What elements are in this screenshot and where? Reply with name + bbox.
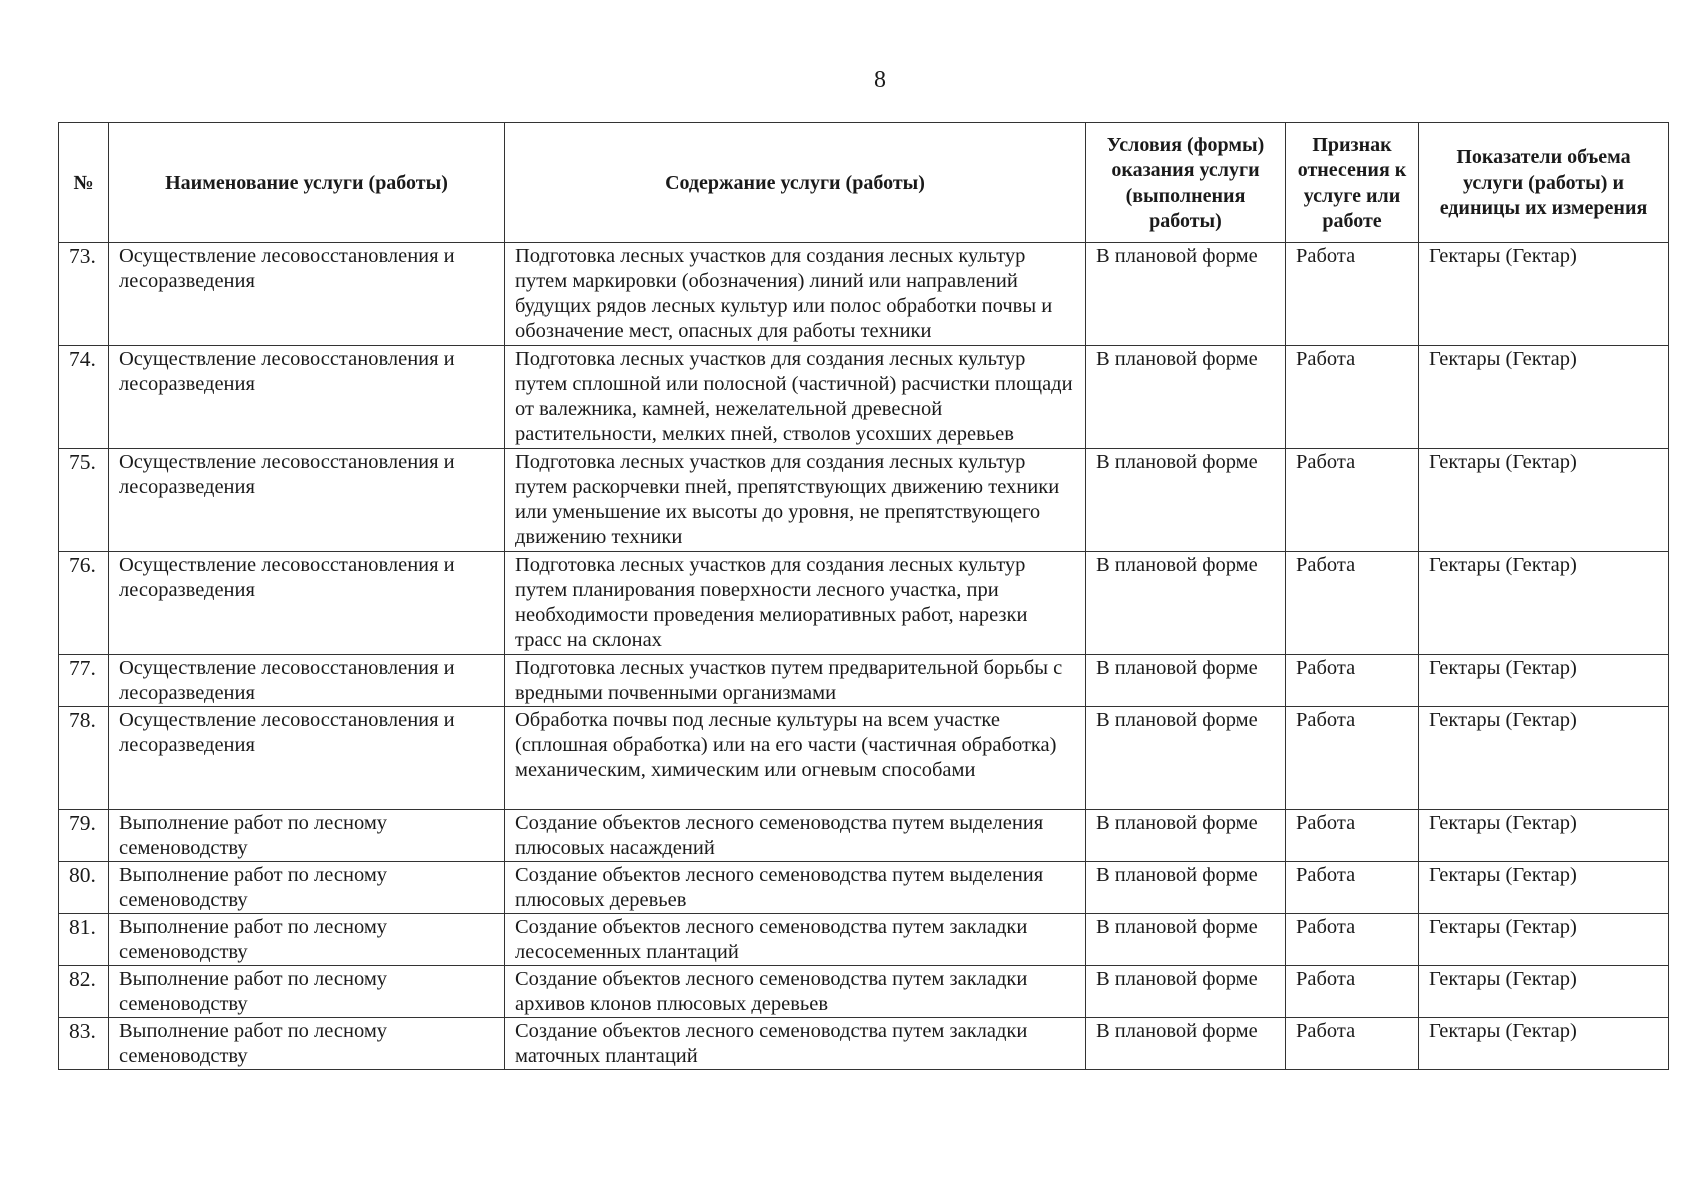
service-content: Создание объектов лесного семеноводства путем выделения плюсовых насаждений: [505, 810, 1086, 862]
service-indicators: Гектары (Гектар): [1419, 346, 1669, 449]
table-row: [59, 243, 1669, 346]
service-name: Осуществление лесовосстановления и лесоразведения: [109, 552, 505, 655]
service-content: Создание объектов лесного семеноводства путем закладки архивов клонов плюсовых деревьев: [505, 966, 1086, 1018]
service-sign: Работа: [1286, 552, 1419, 655]
service-content: Создание объектов лесного семеноводства путем закладки лесосеменных плантаций: [505, 914, 1086, 966]
service-content: Подготовка лесных участков для создания лесных культур путем сплошной или полосной (частичной) расчистки площади от валежника, камней, нежелательной древесной растительности, мелких пней, стволов усохших деревьев: [505, 346, 1086, 449]
header-conditions: Условия (формы) оказания услуги (выполнения работы): [1086, 123, 1286, 243]
service-conditions: В плановой форме: [1086, 810, 1286, 862]
row-number: 75.: [59, 449, 109, 552]
row-number: 83.: [59, 1018, 109, 1070]
header-indicators: Показатели объема услуги (работы) и единицы их измерения: [1419, 123, 1669, 243]
table-row: [59, 862, 1669, 914]
service-sign: Работа: [1286, 966, 1419, 1018]
service-indicators: Гектары (Гектар): [1419, 655, 1669, 707]
row-number: 74.: [59, 346, 109, 449]
table-row: [59, 966, 1669, 1018]
header-num: №: [59, 123, 109, 243]
service-name: Выполнение работ по лесному семеноводству: [109, 810, 505, 862]
service-content: Создание объектов лесного семеноводства путем закладки маточных плантаций: [505, 1018, 1086, 1070]
service-name: Осуществление лесовосстановления и лесоразведения: [109, 707, 505, 810]
service-sign: Работа: [1286, 707, 1419, 810]
service-content: Подготовка лесных участков путем предварительной борьбы с вредными почвенными организмами: [505, 655, 1086, 707]
service-content: Подготовка лесных участков для создания лесных культур путем планирования поверхности лесного участка, при необходимости проведения мелиоративных работ, нарезки трасс на склонах: [505, 552, 1086, 655]
service-indicators: Гектары (Гектар): [1419, 1018, 1669, 1070]
table-row: [59, 914, 1669, 966]
service-indicators: Гектары (Гектар): [1419, 552, 1669, 655]
service-name: Осуществление лесовосстановления и лесоразведения: [109, 449, 505, 552]
service-indicators: Гектары (Гектар): [1419, 914, 1669, 966]
service-sign: Работа: [1286, 862, 1419, 914]
service-conditions: В плановой форме: [1086, 1018, 1286, 1070]
service-conditions: В плановой форме: [1086, 655, 1286, 707]
row-number: 76.: [59, 552, 109, 655]
service-sign: Работа: [1286, 810, 1419, 862]
service-name: Выполнение работ по лесному семеноводству: [109, 914, 505, 966]
table-row: [59, 449, 1669, 552]
table-header: [59, 123, 1669, 243]
service-sign: Работа: [1286, 243, 1419, 346]
service-sign: Работа: [1286, 449, 1419, 552]
table-row: [59, 1018, 1669, 1070]
service-indicators: Гектары (Гектар): [1419, 243, 1669, 346]
row-number: 80.: [59, 862, 109, 914]
header-name: Наименование услуги (работы): [109, 123, 505, 243]
service-sign: Работа: [1286, 655, 1419, 707]
service-sign: Работа: [1286, 914, 1419, 966]
service-name: Выполнение работ по лесному семеноводству: [109, 966, 505, 1018]
header-row: [59, 123, 1669, 243]
table-row: [59, 655, 1669, 707]
service-conditions: В плановой форме: [1086, 966, 1286, 1018]
row-number: 79.: [59, 810, 109, 862]
table-body: [59, 243, 1669, 1070]
service-conditions: В плановой форме: [1086, 552, 1286, 655]
table-row: [59, 346, 1669, 449]
table-row: [59, 810, 1669, 862]
page-number: 8: [874, 67, 886, 93]
service-content: Подготовка лесных участков для создания лесных культур путем маркировки (обозначения) линий или направлений будущих рядов лесных культур или полос обработки почвы и обозначение мест, опасных для работы техники: [505, 243, 1086, 346]
service-name: Выполнение работ по лесному семеноводству: [109, 862, 505, 914]
service-conditions: В плановой форме: [1086, 914, 1286, 966]
row-number: 82.: [59, 966, 109, 1018]
header-content: Содержание услуги (работы): [505, 123, 1086, 243]
service-indicators: Гектары (Гектар): [1419, 966, 1669, 1018]
service-name: Выполнение работ по лесному семеноводству: [109, 1018, 505, 1070]
service-conditions: В плановой форме: [1086, 346, 1286, 449]
service-name: Осуществление лесовосстановления и лесоразведения: [109, 346, 505, 449]
service-content: Обработка почвы под лесные культуры на всем участке (сплошная обработка) или на его части (частичная обработка) механическим, химическим или огневым способами: [505, 707, 1086, 810]
service-content: Создание объектов лесного семеноводства путем выделения плюсовых деревьев: [505, 862, 1086, 914]
service-sign: Работа: [1286, 346, 1419, 449]
row-number: 73.: [59, 243, 109, 346]
table-row: [59, 707, 1669, 810]
service-indicators: Гектары (Гектар): [1419, 810, 1669, 862]
service-name: Осуществление лесовосстановления и лесоразведения: [109, 243, 505, 346]
service-conditions: В плановой форме: [1086, 243, 1286, 346]
service-indicators: Гектары (Гектар): [1419, 707, 1669, 810]
service-conditions: В плановой форме: [1086, 862, 1286, 914]
row-number: 77.: [59, 655, 109, 707]
header-sign: Признак отнесения к услуге или работе: [1286, 123, 1419, 243]
service-sign: Работа: [1286, 1018, 1419, 1070]
row-number: 81.: [59, 914, 109, 966]
service-conditions: В плановой форме: [1086, 449, 1286, 552]
row-number: 78.: [59, 707, 109, 810]
service-content: Подготовка лесных участков для создания лесных культур путем раскорчевки пней, препятствующих движению техники или уменьшение их высоты до уровня, не препятствующего движению техники: [505, 449, 1086, 552]
service-indicators: Гектары (Гектар): [1419, 862, 1669, 914]
service-name: Осуществление лесовосстановления и лесоразведения: [109, 655, 505, 707]
service-conditions: В плановой форме: [1086, 707, 1286, 810]
services-table: [58, 122, 1669, 1070]
table-row: [59, 552, 1669, 655]
service-indicators: Гектары (Гектар): [1419, 449, 1669, 552]
